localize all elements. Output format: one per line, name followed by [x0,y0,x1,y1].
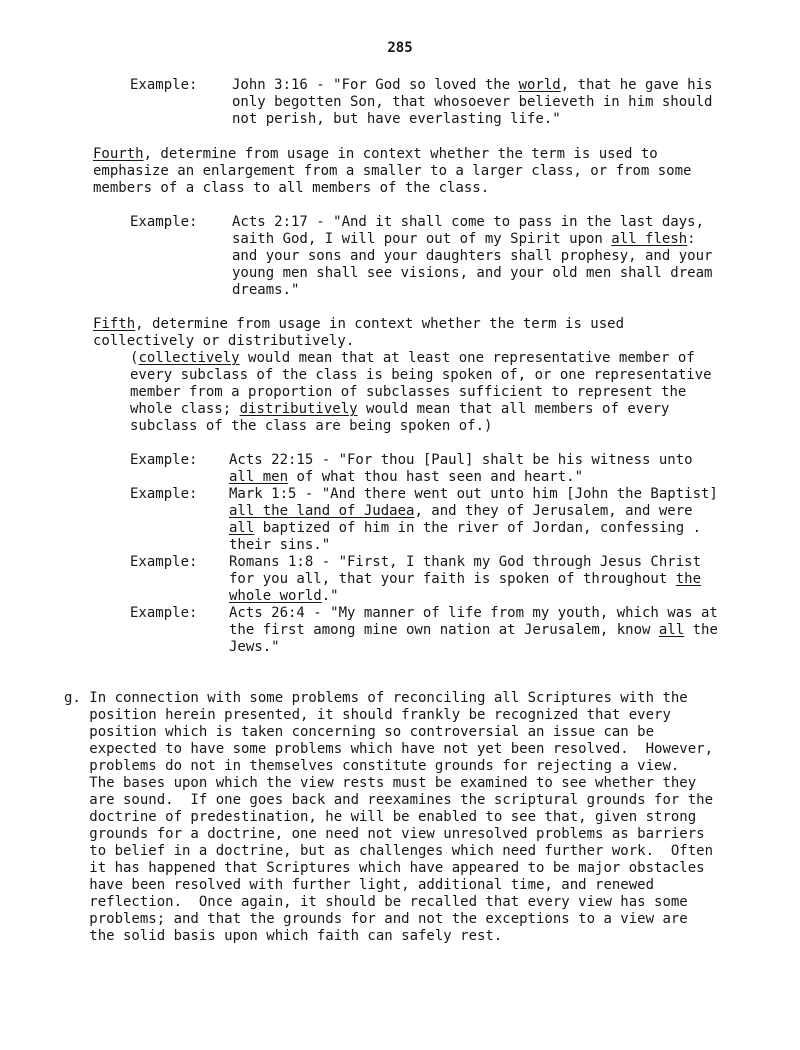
example-label: Example: [130,554,198,570]
text-line: young men shall see visions, and your old men shall dream [232,265,713,281]
text-line: member from a proportion of subclasses sufficient to represent the [130,384,687,400]
text-line: position herein presented, it should frankly be recognized that every [64,707,671,723]
example-label: Example: [130,214,198,230]
text-line: for you all, that your faith is spoken of throughout the [229,571,702,587]
text-line: collectively or distributively. [93,333,355,349]
text-line: John 3:16 - "For God so loved the world, that he gave his [232,77,713,93]
text-line: whole world." [229,588,339,604]
page-number: 285 [387,40,413,56]
text-line: members of a class to all members of the class. [93,180,490,196]
text-line: problems; and that the grounds for and not the exceptions to a view are [64,911,688,927]
text-line: not perish, but have everlasting life." [232,111,561,127]
text-line: emphasize an enlargement from a smaller to a larger class, or from some [93,163,692,179]
example-label: Example: [130,77,198,93]
text-line: Fourth, determine from usage in context whether the term is used to [93,146,658,162]
text-line: Jews." [229,639,280,655]
text-line: whole class; distributively would mean that all members of every [130,401,670,417]
text-line: g. In connection with some problems of reconciling all Scriptures with the [64,690,688,706]
text-line: Fifth, determine from usage in context whether the term is used [93,316,625,332]
text-line: only begotten Son, that whosoever believeth in him should [232,94,713,110]
text-line: all baptized of him in the river of Jordan, confessing . [229,520,702,536]
text-line: expected to have some problems which have not yet been resolved. However, [64,741,714,757]
text-line: (collectively would mean that at least one representative member of [130,350,695,366]
text-line: Acts 2:17 - "And it shall come to pass in the last days, [232,214,705,230]
example-label: Example: [130,452,198,468]
text-line: dreams." [232,282,300,298]
example-label: Example: [130,605,198,621]
text-line: every subclass of the class is being spoken of, or one representative [130,367,712,383]
text-line: the first among mine own nation at Jerusalem, know all the [229,622,718,638]
text-line: saith God, I will pour out of my Spirit upon all flesh: [232,231,696,247]
text-line: it has happened that Scriptures which have appeared to be major obstacles [64,860,705,876]
text-line: their sins." [229,537,331,553]
text-line: doctrine of predestination, he will be enabled to see that, given strong [64,809,697,825]
text-line: Acts 26:4 - "My manner of life from my youth, which was at [229,605,718,621]
text-line: to belief in a doctrine, but as challenges which need further work. Often [64,843,714,859]
text-line: Mark 1:5 - "And there went out unto him [John the Baptist] [229,486,718,502]
text-line: Romans 1:8 - "First, I thank my God through Jesus Christ [229,554,702,570]
text-line: grounds for a doctrine, one need not view unresolved problems as barriers [64,826,705,842]
text-line: all the land of Judaea, and they of Jerusalem, and were [229,503,693,519]
text-line: are sound. If one goes back and reexamines the scriptural grounds for the [64,792,714,808]
text-line: subclass of the class are being spoken of.) [130,418,493,434]
text-line: Acts 22:15 - "For thou [Paul] shalt be his witness unto [229,452,693,468]
text-line: problems do not in themselves constitute grounds for rejecting a view. [64,758,680,774]
text-line: the solid basis upon which faith can safely rest. [64,928,503,944]
text-line: have been resolved with further light, additional time, and renewed [64,877,655,893]
text-line: reflection. Once again, it should be recalled that every view has some [64,894,688,910]
text-line: position which is taken concerning so controversial an issue can be [64,724,655,740]
text-line: and your sons and your daughters shall prophesy, and your [232,248,713,264]
text-line: all men of what thou hast seen and heart." [229,469,584,485]
example-label: Example: [130,486,198,502]
text-line: The bases upon which the view rests must be examined to see whether they [64,775,697,791]
